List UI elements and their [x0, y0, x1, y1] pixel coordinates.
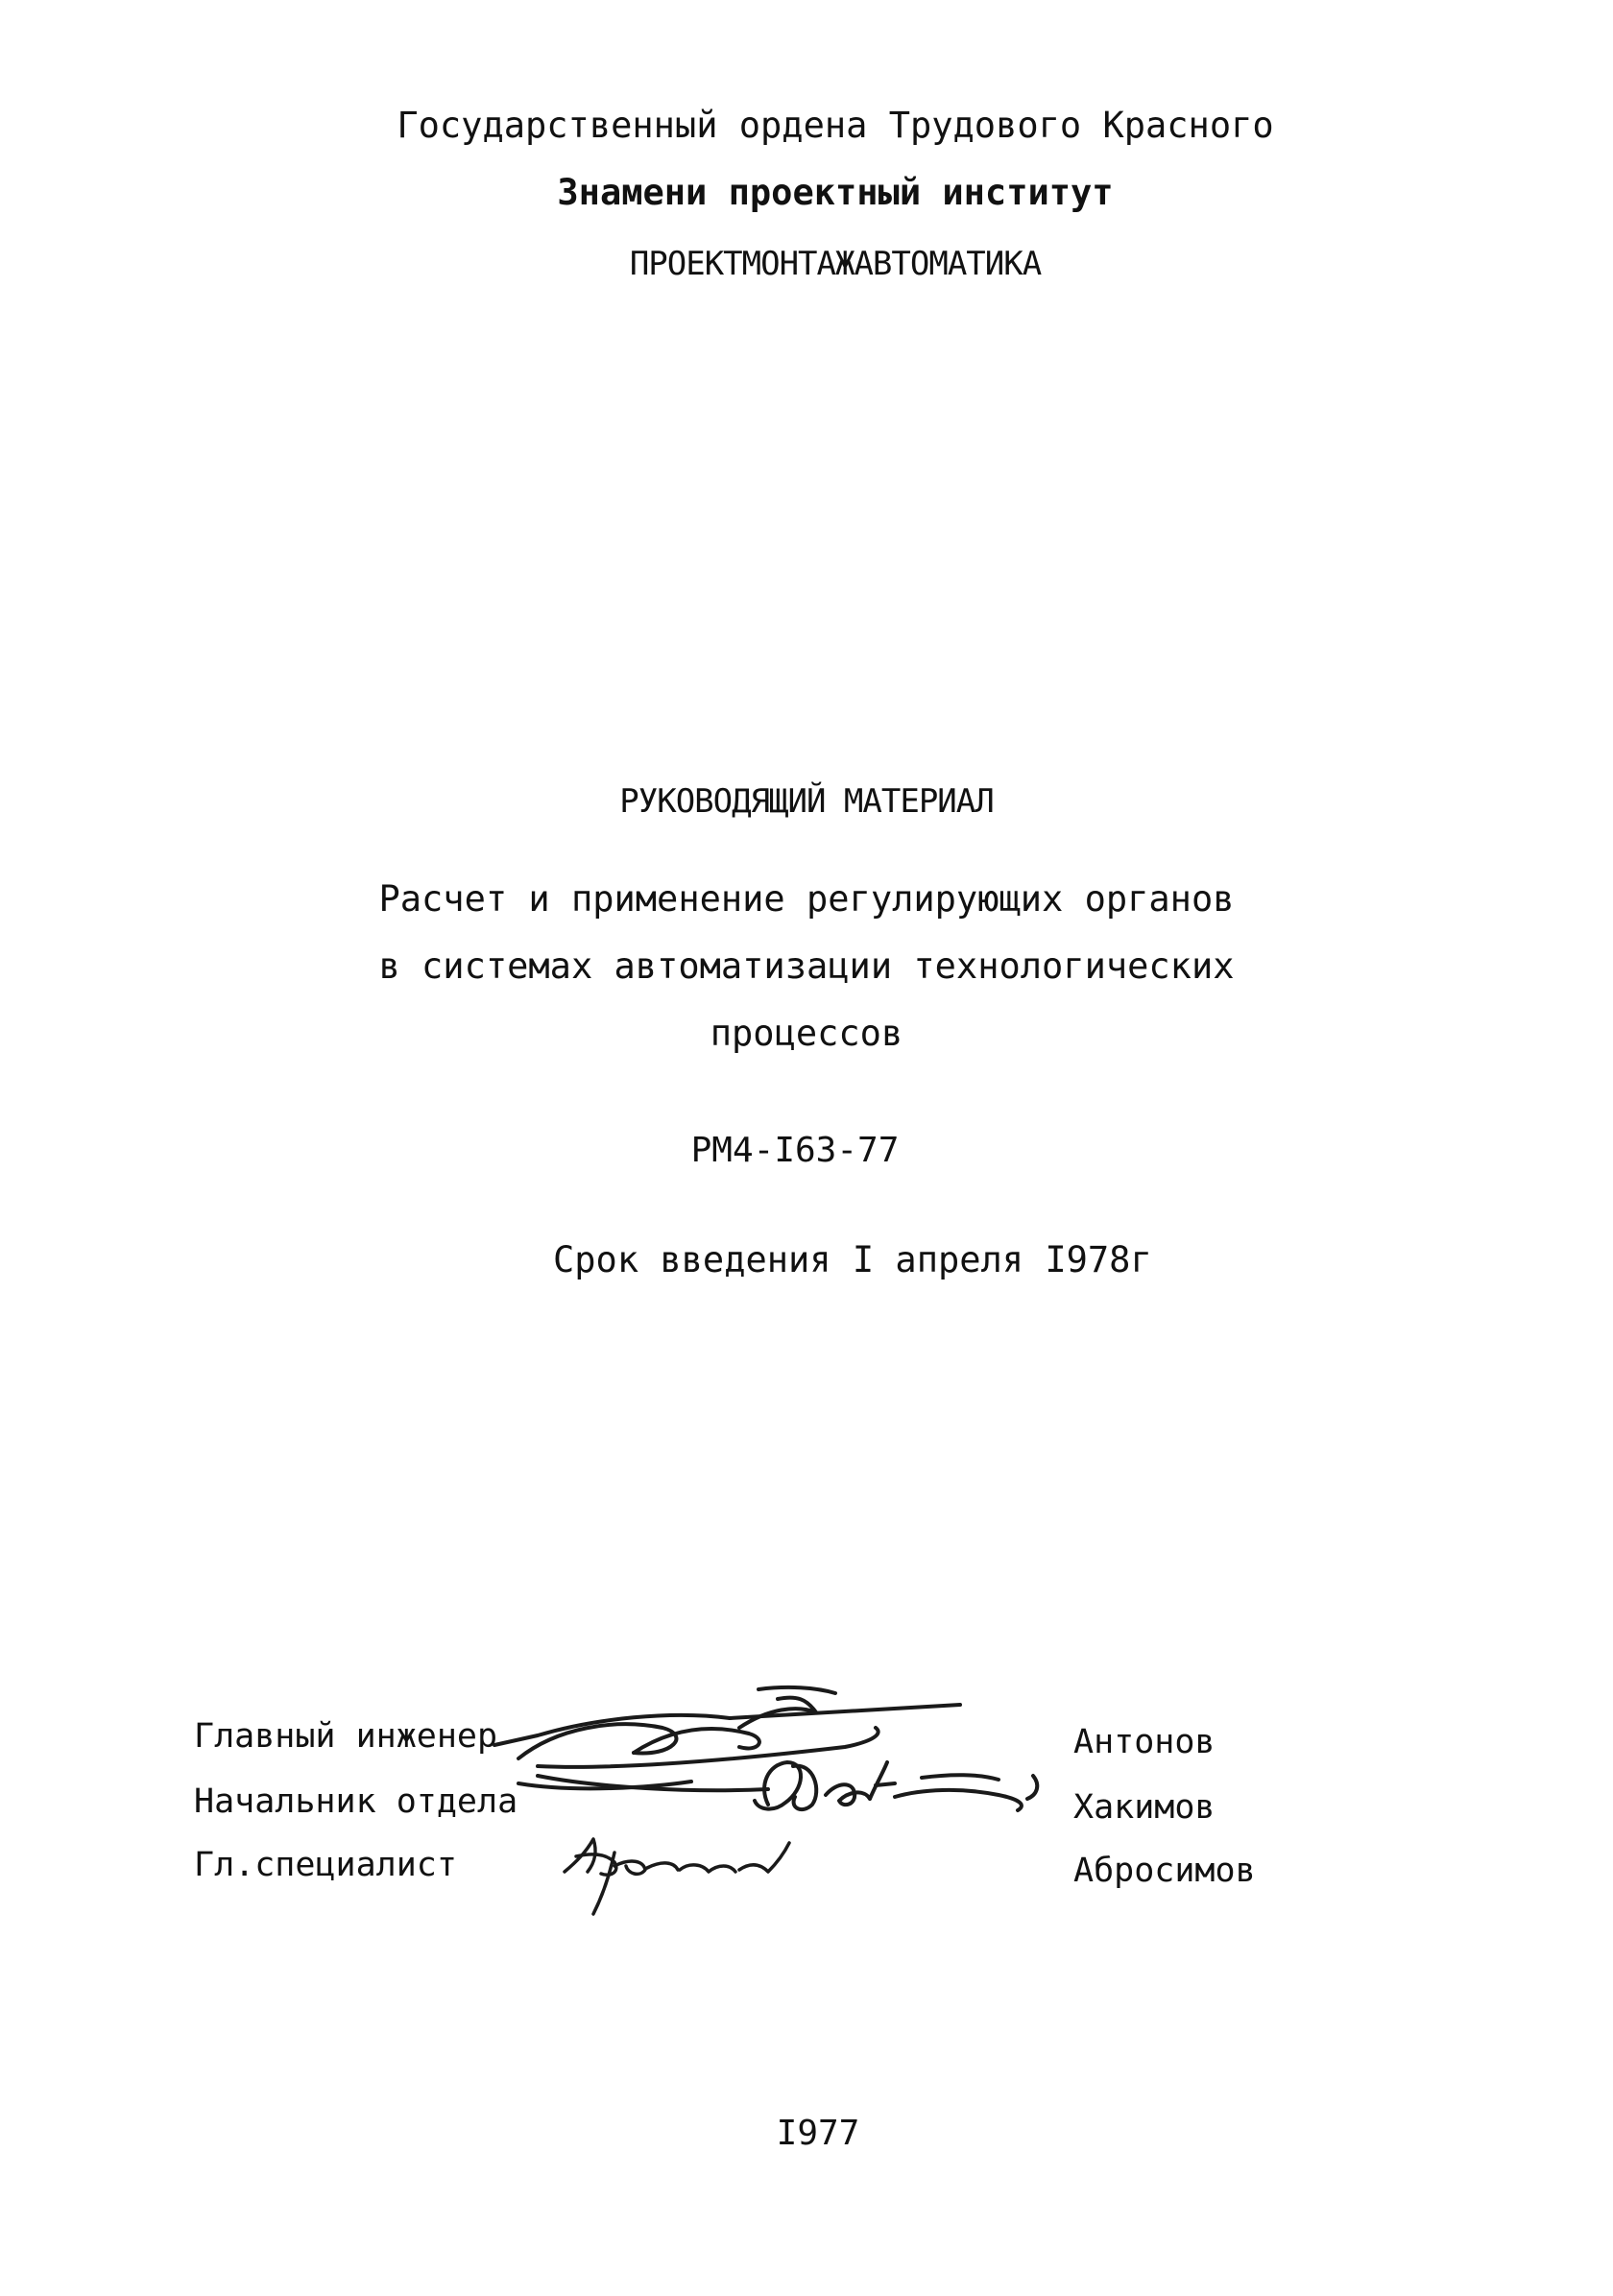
signatory-name: Абросимов: [1073, 1852, 1256, 1890]
institute-name-line-1: Государственный ордена Трудового Красного: [397, 105, 1274, 146]
document-subject-line-3: процессов: [710, 1013, 903, 1054]
signatory-name: Хакимов: [1073, 1788, 1216, 1827]
signatory-title: Главный инженер: [194, 1717, 498, 1756]
signatory-row: [0, 1780, 1613, 1837]
effective-date: Срок введения I апреля I978г: [553, 1239, 1152, 1280]
signatory-title: Начальник отдела: [194, 1782, 518, 1821]
institute-name-line-3: ПРОЕКТМОНТАЖАВТОМАТИКА: [629, 245, 1042, 283]
document-type: РУКОВОДЯЩИЙ МАТЕРИАЛ: [619, 782, 994, 821]
signatory-row: [0, 1714, 1613, 1772]
signatory-row: [0, 1843, 1613, 1901]
signatory-title: Гл.специалист: [194, 1846, 457, 1884]
institute-name-line-2: Знамени проектный институт: [557, 172, 1114, 213]
document-code: РМ4-I63-77: [690, 1131, 900, 1170]
signatory-name: Антонов: [1073, 1723, 1216, 1761]
publication-year: I977: [776, 2114, 860, 2153]
document-subject-line-1: Расчет и применение регулирующих органов: [378, 878, 1235, 920]
document-subject-line-2: в системах автоматизации технологических: [378, 945, 1235, 987]
